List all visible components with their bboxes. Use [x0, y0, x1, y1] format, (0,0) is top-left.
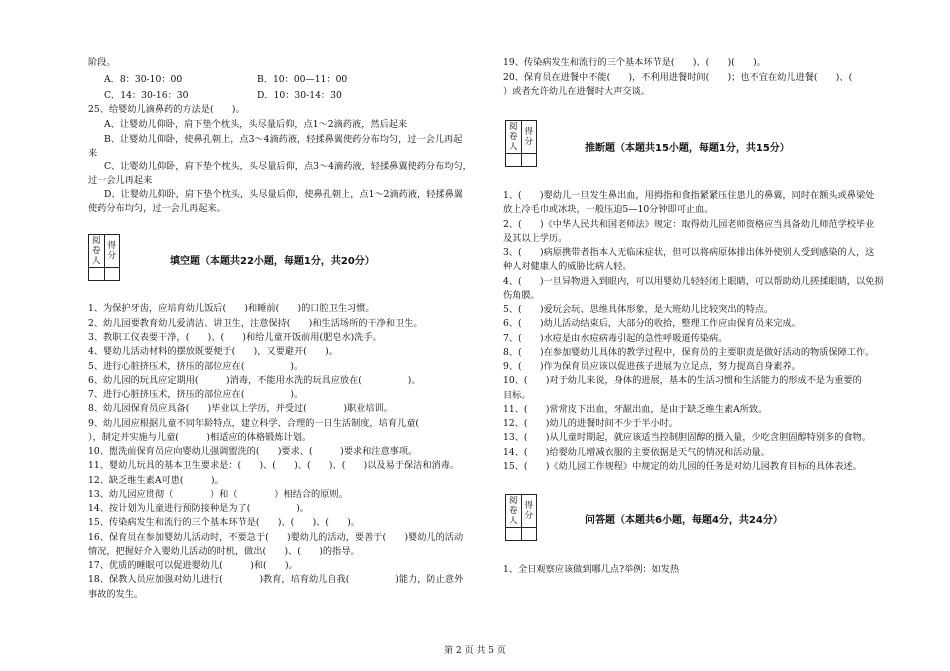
reviewer-label: 阅卷人: [506, 121, 522, 154]
fill-item: 2、幼儿园要教育幼儿爱清洁、讲卫生，注意保持( )和生活场所的干净和卫生。: [88, 318, 423, 329]
judge-item: 2、( )《中华人民共和国老师法》规定：取得幼儿园老师资格应当具备幼儿师范学校毕业: [503, 219, 875, 230]
fill-item: 事故的发生。: [88, 589, 144, 600]
page-footer: 第 2 页 共 5 页: [444, 646, 506, 656]
option-d: D．10：30-14：30: [257, 90, 342, 101]
option-b: B．10：00—11：00: [257, 74, 348, 85]
judge-item: 6、( )幼儿活动结束后，大部分的收拾，整理工作应由保育员来完成。: [503, 318, 801, 329]
judge-item: 10、( )对于幼儿来说，身体的进展，基本的生活习惯和生活能力的形成不是为重要的: [503, 375, 862, 386]
fill-item: 10、盥洗前保育员应向婴幼儿强调盥洗的( )要求、( )要求和注意事项。: [88, 446, 418, 457]
fill-item: 20、保育员在进餐中不能( )，不利用进餐时间( )；也不宜在幼儿进餐( )、(: [503, 72, 871, 83]
score-box: [88, 234, 120, 281]
fill-item: 19、传染病发生和流行的三个基本环节是( )、( )( )。: [503, 57, 766, 68]
reviewer-cell: [506, 528, 522, 541]
fill-item: 情况，把握好介入婴幼儿活动的时机，做出( )、( )的指导。: [88, 546, 360, 557]
fill-item: 6、幼儿园的玩具应定期用( )消毒，不能用水洗的玩具应放在( )。: [88, 375, 421, 386]
text-line: 来: [88, 148, 98, 159]
score-cell: [521, 154, 537, 167]
fill-item: 1、为保护牙齿，应培育幼儿饭后( )和睡前( )的口腔卫生习惯。: [88, 303, 375, 314]
fill-item: ），制定并实施与儿童( )相适应的体格锻炼计划。: [88, 432, 312, 443]
judge-item: 3、( )病原携带者指本人无临床症状，但可以将病原体排出体外使别人受到感染的人，这: [503, 247, 875, 258]
fill-item: 11、婴幼儿玩具的基本卫生要求是：( )、( )、( )、( )以及易于保洁和消毒。: [88, 460, 460, 471]
judge-item: 伤角膜。: [503, 290, 540, 301]
fill-item: 15、传染病发生和流行的三个基本环节是( )、( )、( )。: [88, 517, 361, 528]
score-box: [505, 120, 537, 167]
judge-item: 1、( )婴幼儿一旦发生鼻出血，用拇指和食指紧紧压住患儿的鼻翼，同时在额头或鼻梁处: [503, 190, 875, 201]
judge-item: 4、( )一旦异物进入到眼内，可以用婴幼儿轻轻闭上眼睛，可以帮助幼儿搓揉眼睛，以免损: [503, 276, 884, 287]
judge-item: 9、( )作为保育员应该以促进孩子进展为立足点，努力提高自身素养。: [503, 361, 801, 372]
section-title-qa: 问答题（本题共6小题，每题4分，共24分）: [585, 515, 783, 526]
score-label: 得分: [521, 121, 537, 154]
score-cell: [521, 528, 537, 541]
fill-item: 12、缺乏维生素A可患( )。: [88, 475, 224, 486]
reviewer-cell: [89, 268, 105, 281]
fill-item: 16、保育员在参加婴幼儿活动时，不要急于( )婴幼儿的活动，要善于( )婴幼儿的活动: [88, 532, 464, 543]
section-title-fill: 填空题（本题共22小题，每题1分，共20分）: [170, 256, 375, 267]
fill-item: ）或者允许幼儿在进餐时大声交谈。: [503, 86, 650, 97]
judge-item: 14、( )给婴幼儿增减衣服的主要依据是天气的情况和活动量。: [503, 447, 770, 458]
score-label: 得分: [521, 495, 537, 528]
fill-item: 13、幼儿园应贯彻（ ）和（ ）相结合的原则。: [88, 489, 348, 500]
fill-item: 18、保教人员应加强对幼儿进行( )教育，培育幼儿自我( )能力，防止意外: [88, 574, 464, 585]
judge-item: 12、( )幼儿的进餐时间不少于半小时。: [503, 418, 679, 429]
option-d: D、让婴幼儿仰卧，肩下垫个枕头，头尽量后仰，使鼻孔朝上，点1～2滴药液，轻揉鼻翼: [104, 189, 463, 200]
judge-item: 15、( )《幼儿园工作规程》中规定的幼儿园的任务是对幼儿园教育目标的具体表述。: [503, 461, 862, 472]
score-label: 得分: [104, 235, 120, 268]
fill-item: 4、婴幼儿活动材料的摆放既要便于( )，又要避开( )。: [88, 346, 338, 357]
reviewer-label: 阅卷人: [506, 495, 522, 528]
judge-item: 及其以上学历。: [503, 233, 568, 244]
option-c: C、让婴幼儿仰卧，肩下垫个枕头，头尽量后仰，点3～4滴药液，轻揉鼻翼使药分布均匀，: [104, 161, 472, 172]
fill-item: 17、优质的睡眠可以促进婴幼儿( )和( )。: [88, 560, 298, 571]
section-title-judge: 推断题（本题共15小题，每题1分，共15分）: [585, 143, 790, 154]
option-b: B、让婴幼儿仰卧，使鼻孔朝上，点3～4滴药液，轻揉鼻翼使药分布均匀，过一会儿再起: [104, 134, 463, 145]
fill-item: 14、按计划为儿童进行预防接种是为了( )。: [88, 503, 309, 514]
text-line: 使药分布均匀，过一会儿再起来。: [88, 203, 226, 214]
question-25: 25、给婴幼儿滴鼻药的方法是( )。: [88, 104, 245, 115]
reviewer-label: 阅卷人: [89, 235, 105, 268]
reviewer-cell: [506, 154, 522, 167]
option-c: C．14：30-16：30: [104, 90, 189, 101]
option-a: A、让婴幼儿仰卧，肩下垫个枕头，头尽量后仰，点1～2滴药液，然后起来: [104, 119, 408, 130]
judge-item: 11、( )常常皮下出血，牙龈出血，是由于缺乏维生素A所致。: [503, 404, 768, 415]
judge-item: 13、( )从儿童时期起，就应该适当控制胆固醇的摄入量，少吃含胆固醇特别多的食物。: [503, 432, 871, 443]
option-a: A．8：30-10：00: [104, 74, 183, 85]
fill-item: 3、教职工仪表要干净，( )、( )和给儿童开饭前用(肥皂水)洗手。: [88, 332, 382, 343]
judge-item: 放上冷毛巾或冰块，一般压迫5—10分钟即可止血。: [503, 204, 714, 215]
judge-item: 目标。: [503, 390, 531, 401]
judge-item: 种人对健康人的威胁比病人轻。: [503, 261, 632, 272]
fill-item: 8、幼儿园保育员应具备( )毕业以上学历，并受过( )职业培训。: [88, 403, 393, 414]
judge-item: 8、( )在参加婴幼儿具体的教学过程中，保育员的主要职责是做好活动的物质保障工作。: [503, 347, 875, 358]
judge-item: 5、( )爱玩会玩、思维具体形象，是大班幼儿比较突出的特点。: [503, 304, 774, 315]
qa-item: 1、全日观察应该做到哪几点?举例：如发热: [503, 564, 680, 575]
text-line: 过一会儿再起来: [88, 175, 153, 186]
text-line: 阶段。: [88, 57, 116, 68]
fill-item: 9、幼儿园应根据儿童不同年龄特点，建立科学、合理的一日生活制度，培育儿童(: [88, 418, 438, 429]
score-cell: [104, 268, 120, 281]
judge-item: 7、( )水痘是由水痘病毒引起的急性呼吸道传染病。: [503, 333, 728, 344]
fill-item: 5、进行心脏挤压术，挤压的部位应在( )。: [88, 361, 304, 372]
fill-item: 7、进行心脏挤压术，挤压的部位应在( )。: [88, 389, 304, 400]
score-box: [505, 494, 537, 541]
